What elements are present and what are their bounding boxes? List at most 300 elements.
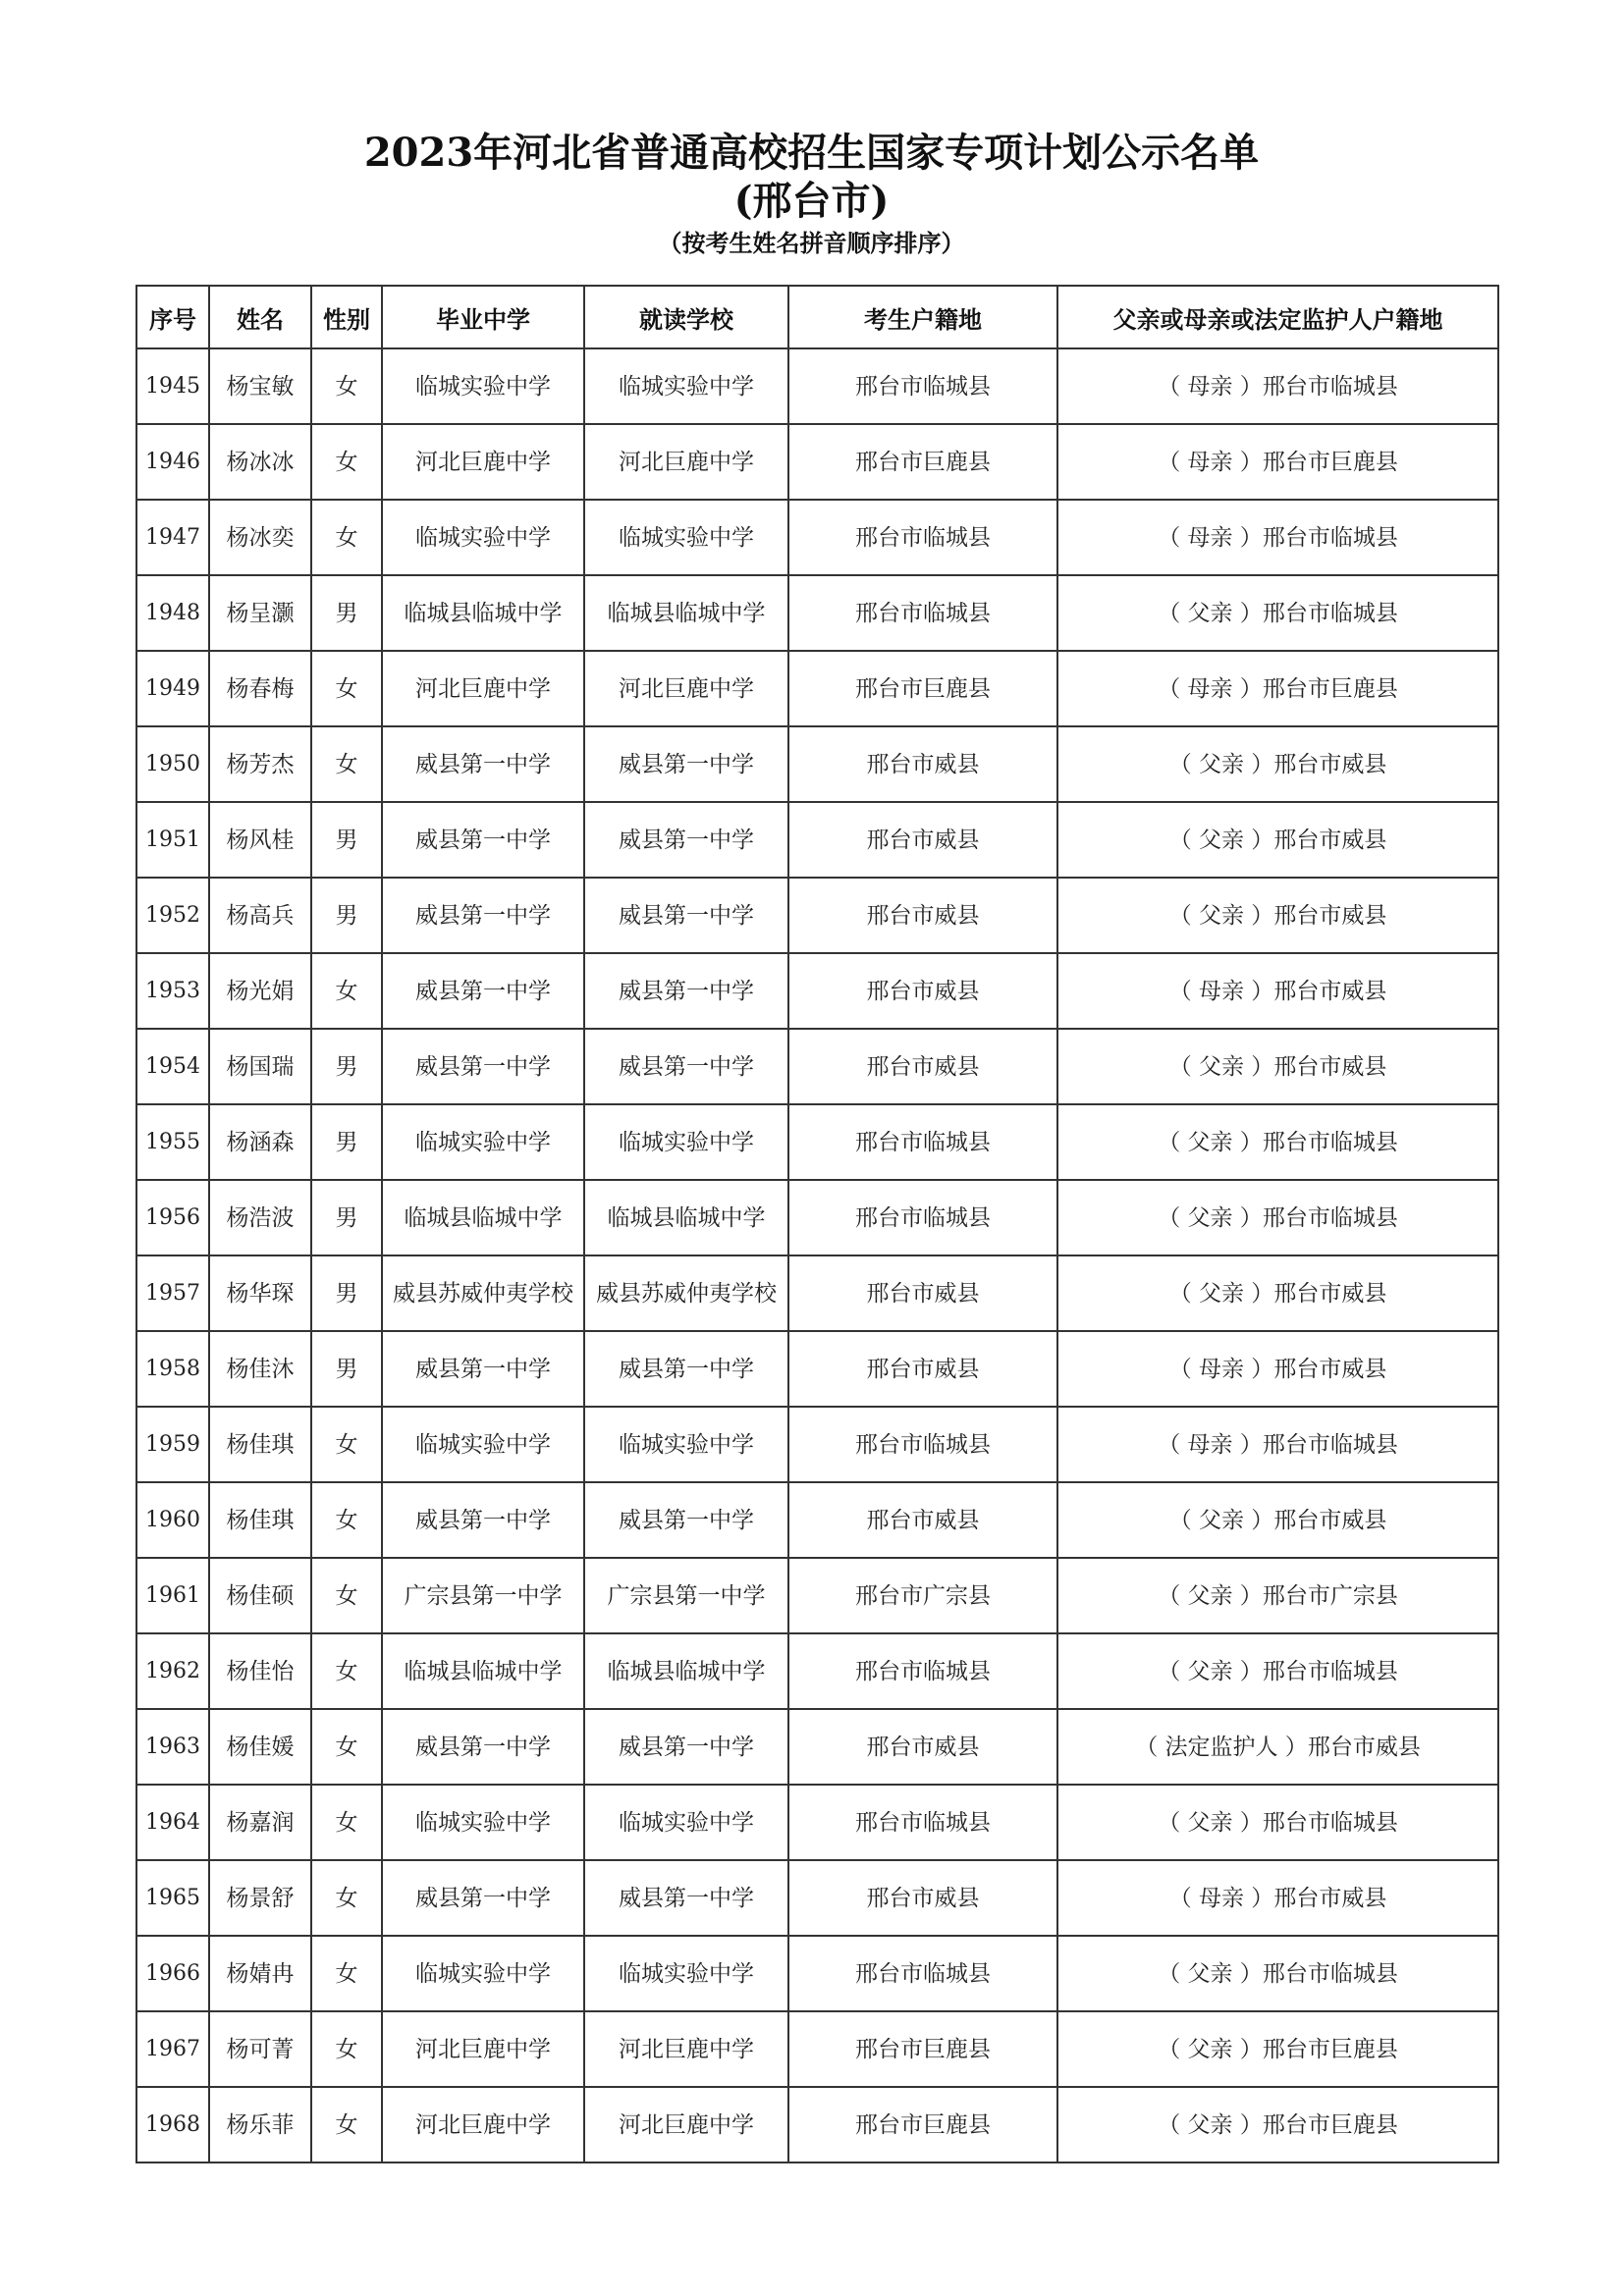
cell-seq: 1956 — [136, 1180, 209, 1255]
guardian-paren-close: ） — [1232, 1431, 1263, 1458]
cell-hukou: 邢台市临城县 — [788, 1407, 1057, 1482]
guardian-relation: 父亲 — [1199, 751, 1244, 777]
cell-gender: 女 — [311, 1936, 382, 2011]
cell-hukou: 邢台市威县 — [788, 1029, 1057, 1104]
cell-seq: 1963 — [136, 1709, 209, 1785]
table-row — [136, 2087, 1498, 2163]
document-title: 2023年河北省普通高校招生国家专项计划公示名单 — [363, 130, 1260, 176]
cell-gender: 女 — [311, 2087, 382, 2163]
cell-name: 杨乐菲 — [209, 2087, 311, 2163]
guardian-place: 邢台市巨鹿县 — [1262, 675, 1398, 702]
cell-seq: 1950 — [136, 726, 209, 802]
cell-grad-school: 河北巨鹿中学 — [382, 2011, 584, 2087]
cell-seq: 1946 — [136, 424, 209, 500]
cell-name: 杨佳沐 — [209, 1331, 311, 1407]
cell-guardian-hukou — [1057, 2011, 1498, 2087]
cell-gender: 男 — [311, 1029, 382, 1104]
guardian-place: 邢台市临城县 — [1262, 600, 1398, 626]
cell-gender: 男 — [311, 802, 382, 878]
guardian-paren-open: （ — [1158, 524, 1188, 551]
cell-guardian-hukou — [1057, 1936, 1498, 2011]
guardian-relation: 父亲 — [1187, 1809, 1233, 1836]
cell-guardian-hukou — [1057, 726, 1498, 802]
cell-name: 杨佳琪 — [209, 1407, 311, 1482]
cell-current-school: 威县第一中学 — [584, 953, 788, 1029]
cell-gender: 男 — [311, 878, 382, 953]
cell-current-school: 威县第一中学 — [584, 1860, 788, 1936]
cell-guardian-hukou — [1057, 1255, 1498, 1331]
guardian-place: 邢台市临城县 — [1262, 1809, 1398, 1836]
table-row — [136, 651, 1498, 726]
cell-grad-school: 威县第一中学 — [382, 802, 584, 878]
cell-seq: 1966 — [136, 1936, 209, 2011]
cell-guardian-hukou — [1057, 1785, 1498, 1860]
cell-guardian-hukou — [1057, 1860, 1498, 1936]
cell-hukou: 邢台市临城县 — [788, 1785, 1057, 1860]
guardian-place: 邢台市巨鹿县 — [1262, 2036, 1398, 2062]
guardian-paren-close: ） — [1232, 1960, 1263, 1987]
cell-gender: 女 — [311, 1633, 382, 1709]
table-row — [136, 1860, 1498, 1936]
table-row — [136, 1558, 1498, 1633]
guardian-paren-open: （ — [1158, 600, 1188, 626]
guardian-paren-close: ） — [1232, 2036, 1263, 2062]
guardian-place: 邢台市临城县 — [1262, 373, 1398, 400]
cell-grad-school: 临城实验中学 — [382, 500, 584, 575]
cell-grad-school: 河北巨鹿中学 — [382, 424, 584, 500]
cell-current-school: 威县第一中学 — [584, 878, 788, 953]
guardian-paren-open: （ — [1135, 1734, 1165, 1760]
cell-gender: 女 — [311, 726, 382, 802]
table-row — [136, 1331, 1498, 1407]
cell-guardian-hukou — [1057, 1331, 1498, 1407]
table-row — [136, 1785, 1498, 1860]
cell-seq: 1958 — [136, 1331, 209, 1407]
cell-grad-school: 威县第一中学 — [382, 1331, 584, 1407]
cell-name: 杨佳媛 — [209, 1709, 311, 1785]
guardian-paren-close: ） — [1244, 978, 1274, 1004]
cell-seq: 1949 — [136, 651, 209, 726]
cell-grad-school: 威县第一中学 — [382, 1029, 584, 1104]
cell-name: 杨国瑞 — [209, 1029, 311, 1104]
guardian-place: 邢台市临城县 — [1262, 1658, 1398, 1684]
cell-gender: 男 — [311, 1104, 382, 1180]
table-row — [136, 1709, 1498, 1785]
cell-current-school: 河北巨鹿中学 — [584, 651, 788, 726]
guardian-place: 邢台市临城县 — [1262, 1431, 1398, 1458]
table-row — [136, 1104, 1498, 1180]
cell-grad-school: 临城实验中学 — [382, 1785, 584, 1860]
guardian-paren-open: （ — [1168, 827, 1199, 853]
cell-current-school: 临城实验中学 — [584, 1936, 788, 2011]
cell-name: 杨光娟 — [209, 953, 311, 1029]
guardian-paren-close: ） — [1244, 1507, 1274, 1533]
cell-name: 杨春梅 — [209, 651, 311, 726]
cell-gender: 男 — [311, 575, 382, 651]
cell-seq: 1964 — [136, 1785, 209, 1860]
cell-gender: 女 — [311, 953, 382, 1029]
cell-current-school: 威县第一中学 — [584, 1331, 788, 1407]
guardian-relation: 父亲 — [1199, 827, 1244, 853]
guardian-relation: 父亲 — [1199, 1507, 1244, 1533]
cell-current-school: 临城实验中学 — [584, 348, 788, 424]
guardian-paren-open: （ — [1158, 1204, 1188, 1231]
header-gender: 性别 — [311, 286, 382, 348]
cell-hukou: 邢台市威县 — [788, 802, 1057, 878]
cell-grad-school: 威县第一中学 — [382, 953, 584, 1029]
cell-guardian-hukou — [1057, 424, 1498, 500]
guardian-paren-close: ） — [1232, 1204, 1263, 1231]
cell-current-school: 临城实验中学 — [584, 1407, 788, 1482]
guardian-place: 邢台市威县 — [1273, 1053, 1387, 1080]
cell-grad-school: 临城实验中学 — [382, 1104, 584, 1180]
guardian-paren-open: （ — [1158, 1431, 1188, 1458]
cell-current-school: 威县第一中学 — [584, 1029, 788, 1104]
guardian-paren-open: （ — [1158, 2036, 1188, 2062]
guardian-relation: 母亲 — [1187, 373, 1233, 400]
cell-gender: 女 — [311, 1407, 382, 1482]
guardian-relation: 父亲 — [1199, 902, 1244, 929]
cell-gender: 女 — [311, 348, 382, 424]
document-city: (邢台市) — [733, 178, 890, 224]
guardian-paren-open: （ — [1158, 1129, 1188, 1155]
cell-gender: 女 — [311, 500, 382, 575]
cell-hukou: 邢台市巨鹿县 — [788, 651, 1057, 726]
cell-name: 杨冰冰 — [209, 424, 311, 500]
cell-current-school: 临城实验中学 — [584, 1785, 788, 1860]
guardian-paren-close: ） — [1232, 1658, 1263, 1684]
cell-gender: 女 — [311, 2011, 382, 2087]
cell-guardian-hukou — [1057, 1482, 1498, 1558]
guardian-paren-close: ） — [1232, 1129, 1263, 1155]
cell-hukou: 邢台市临城县 — [788, 1104, 1057, 1180]
cell-guardian-hukou — [1057, 1029, 1498, 1104]
cell-grad-school: 临城实验中学 — [382, 348, 584, 424]
cell-seq: 1960 — [136, 1482, 209, 1558]
table-row — [136, 1482, 1498, 1558]
guardian-relation: 母亲 — [1187, 675, 1233, 702]
cell-guardian-hukou — [1057, 500, 1498, 575]
guardian-paren-close: ） — [1232, 675, 1263, 702]
guardian-paren-close: ） — [1232, 1809, 1263, 1836]
cell-grad-school: 河北巨鹿中学 — [382, 2087, 584, 2163]
cell-seq: 1957 — [136, 1255, 209, 1331]
guardian-relation: 父亲 — [1199, 1053, 1244, 1080]
cell-seq: 1965 — [136, 1860, 209, 1936]
guardian-relation: 法定监护人 — [1164, 1734, 1278, 1760]
cell-grad-school: 临城实验中学 — [382, 1936, 584, 2011]
table-row — [136, 1936, 1498, 2011]
cell-current-school: 河北巨鹿中学 — [584, 2011, 788, 2087]
guardian-paren-open: （ — [1158, 2111, 1188, 2138]
guardian-place: 邢台市广宗县 — [1262, 1582, 1398, 1609]
cell-hukou: 邢台市临城县 — [788, 1936, 1057, 2011]
cell-current-school: 临城实验中学 — [584, 1104, 788, 1180]
cell-seq: 1947 — [136, 500, 209, 575]
header-seq: 序号 — [136, 286, 209, 348]
cell-name: 杨风桂 — [209, 802, 311, 878]
cell-seq: 1968 — [136, 2087, 209, 2163]
guardian-relation: 父亲 — [1187, 2111, 1233, 2138]
guardian-paren-open: （ — [1168, 978, 1199, 1004]
cell-hukou: 邢台市临城县 — [788, 1633, 1057, 1709]
cell-guardian-hukou — [1057, 2087, 1498, 2163]
cell-grad-school: 广宗县第一中学 — [382, 1558, 584, 1633]
table-row — [136, 1029, 1498, 1104]
cell-seq: 1945 — [136, 348, 209, 424]
table-header-row — [136, 286, 1498, 348]
guardian-paren-close: ） — [1232, 524, 1263, 551]
table-row — [136, 1407, 1498, 1482]
guardian-paren-open: （ — [1168, 1885, 1199, 1911]
guardian-place: 邢台市巨鹿县 — [1262, 449, 1398, 475]
guardian-relation: 父亲 — [1199, 1280, 1244, 1307]
guardian-relation: 母亲 — [1199, 1356, 1244, 1382]
guardian-relation: 父亲 — [1187, 1129, 1233, 1155]
guardian-place: 邢台市临城县 — [1262, 1129, 1398, 1155]
guardian-paren-open: （ — [1168, 751, 1199, 777]
cell-name: 杨涵森 — [209, 1104, 311, 1180]
guardian-paren-open: （ — [1168, 1507, 1199, 1533]
cell-seq: 1953 — [136, 953, 209, 1029]
cell-guardian-hukou — [1057, 1407, 1498, 1482]
cell-current-school: 威县第一中学 — [584, 1709, 788, 1785]
cell-name: 杨浩波 — [209, 1180, 311, 1255]
cell-current-school: 河北巨鹿中学 — [584, 2087, 788, 2163]
cell-hukou: 邢台市威县 — [788, 878, 1057, 953]
cell-hukou: 邢台市威县 — [788, 1331, 1057, 1407]
cell-grad-school: 河北巨鹿中学 — [382, 651, 584, 726]
cell-hukou: 邢台市威县 — [788, 1255, 1057, 1331]
guardian-relation: 父亲 — [1187, 1658, 1233, 1684]
guardian-place: 邢台市临城县 — [1262, 524, 1398, 551]
cell-current-school: 威县第一中学 — [584, 726, 788, 802]
cell-gender: 男 — [311, 1331, 382, 1407]
cell-guardian-hukou — [1057, 1709, 1498, 1785]
cell-name: 杨宝敏 — [209, 348, 311, 424]
guardian-paren-open: （ — [1168, 1356, 1199, 1382]
cell-name: 杨可菁 — [209, 2011, 311, 2087]
guardian-place: 邢台市威县 — [1273, 1885, 1387, 1911]
cell-hukou: 邢台市临城县 — [788, 1180, 1057, 1255]
guardian-paren-open: （ — [1158, 1658, 1188, 1684]
cell-hukou: 邢台市巨鹿县 — [788, 2087, 1057, 2163]
guardian-paren-open: （ — [1158, 449, 1188, 475]
cell-name: 杨佳硕 — [209, 1558, 311, 1633]
guardian-paren-open: （ — [1168, 902, 1199, 929]
cell-seq: 1962 — [136, 1633, 209, 1709]
guardian-paren-close: ） — [1244, 751, 1274, 777]
cell-gender: 女 — [311, 1785, 382, 1860]
cell-seq: 1952 — [136, 878, 209, 953]
cell-name: 杨佳琪 — [209, 1482, 311, 1558]
cell-gender: 女 — [311, 1558, 382, 1633]
guardian-place: 邢台市威县 — [1273, 827, 1387, 853]
cell-current-school: 广宗县第一中学 — [584, 1558, 788, 1633]
cell-current-school: 临城实验中学 — [584, 500, 788, 575]
cell-guardian-hukou — [1057, 802, 1498, 878]
cell-hukou: 邢台市临城县 — [788, 575, 1057, 651]
cell-grad-school: 临城县临城中学 — [382, 1633, 584, 1709]
guardian-paren-close: ） — [1244, 902, 1274, 929]
guardian-paren-close: ） — [1232, 373, 1263, 400]
cell-seq: 1955 — [136, 1104, 209, 1180]
cell-grad-school: 威县第一中学 — [382, 1482, 584, 1558]
guardian-relation: 父亲 — [1187, 1204, 1233, 1231]
cell-gender: 男 — [311, 1255, 382, 1331]
guardian-relation: 父亲 — [1187, 1960, 1233, 1987]
table-row — [136, 953, 1498, 1029]
cell-current-school: 威县第一中学 — [584, 1482, 788, 1558]
cell-seq: 1954 — [136, 1029, 209, 1104]
cell-grad-school: 威县第一中学 — [382, 1860, 584, 1936]
guardian-paren-close: ） — [1244, 1053, 1274, 1080]
table-row — [136, 1633, 1498, 1709]
cell-grad-school: 临城县临城中学 — [382, 575, 584, 651]
cell-guardian-hukou — [1057, 651, 1498, 726]
guardian-place: 邢台市威县 — [1273, 1356, 1387, 1382]
cell-guardian-hukou — [1057, 1633, 1498, 1709]
cell-hukou: 邢台市广宗县 — [788, 1558, 1057, 1633]
cell-name: 杨冰奕 — [209, 500, 311, 575]
header-current-school: 就读学校 — [584, 286, 788, 348]
guardian-paren-open: （ — [1158, 1960, 1188, 1987]
guardian-paren-open: （ — [1158, 675, 1188, 702]
guardian-paren-close: ） — [1232, 600, 1263, 626]
cell-seq: 1967 — [136, 2011, 209, 2087]
table-row — [136, 2011, 1498, 2087]
guardian-relation: 母亲 — [1187, 1431, 1233, 1458]
table-row — [136, 726, 1498, 802]
guardian-place: 邢台市临城县 — [1262, 1960, 1398, 1987]
header-hukou: 考生户籍地 — [788, 286, 1057, 348]
guardian-relation: 母亲 — [1187, 449, 1233, 475]
table-row — [136, 1180, 1498, 1255]
guardian-relation: 父亲 — [1187, 1582, 1233, 1609]
table-row — [136, 500, 1498, 575]
cell-current-school: 临城县临城中学 — [584, 575, 788, 651]
cell-current-school: 威县第一中学 — [584, 802, 788, 878]
guardian-place: 邢台市临城县 — [1262, 1204, 1398, 1231]
guardian-place: 邢台市威县 — [1273, 1280, 1387, 1307]
cell-name: 杨婧冉 — [209, 1936, 311, 2011]
cell-seq: 1959 — [136, 1407, 209, 1482]
cell-name: 杨高兵 — [209, 878, 311, 953]
cell-gender: 女 — [311, 424, 382, 500]
cell-gender: 女 — [311, 1860, 382, 1936]
guardian-relation: 母亲 — [1199, 1885, 1244, 1911]
cell-current-school: 临城县临城中学 — [584, 1180, 788, 1255]
roster-table — [135, 285, 1499, 2163]
guardian-paren-close: ） — [1232, 2111, 1263, 2138]
guardian-paren-open: （ — [1158, 1582, 1188, 1609]
guardian-paren-open: （ — [1168, 1053, 1199, 1080]
cell-current-school: 河北巨鹿中学 — [584, 424, 788, 500]
guardian-place: 邢台市威县 — [1273, 1507, 1387, 1533]
cell-guardian-hukou — [1057, 953, 1498, 1029]
guardian-paren-open: （ — [1158, 373, 1188, 400]
cell-current-school: 临城县临城中学 — [584, 1633, 788, 1709]
cell-hukou: 邢台市巨鹿县 — [788, 2011, 1057, 2087]
cell-hukou: 邢台市威县 — [788, 1709, 1057, 1785]
cell-name: 杨佳怡 — [209, 1633, 311, 1709]
guardian-paren-open: （ — [1168, 1280, 1199, 1307]
cell-grad-school: 威县第一中学 — [382, 1709, 584, 1785]
table-row — [136, 802, 1498, 878]
cell-hukou: 邢台市临城县 — [788, 500, 1057, 575]
cell-name: 杨呈灏 — [209, 575, 311, 651]
cell-guardian-hukou — [1057, 575, 1498, 651]
guardian-relation: 母亲 — [1187, 524, 1233, 551]
cell-seq: 1951 — [136, 802, 209, 878]
guardian-relation: 父亲 — [1187, 2036, 1233, 2062]
cell-gender: 女 — [311, 1482, 382, 1558]
cell-name: 杨芳杰 — [209, 726, 311, 802]
cell-grad-school: 临城县临城中学 — [382, 1180, 584, 1255]
guardian-paren-close: ） — [1244, 1280, 1274, 1307]
guardian-paren-close: ） — [1244, 827, 1274, 853]
cell-guardian-hukou — [1057, 1104, 1498, 1180]
cell-hukou: 邢台市巨鹿县 — [788, 424, 1057, 500]
cell-grad-school: 威县第一中学 — [382, 878, 584, 953]
guardian-paren-open: （ — [1158, 1809, 1188, 1836]
guardian-paren-close: ） — [1244, 1885, 1274, 1911]
table-body — [136, 348, 1498, 2163]
cell-grad-school: 威县苏威仲夷学校 — [382, 1255, 584, 1331]
cell-hukou: 邢台市威县 — [788, 1482, 1057, 1558]
cell-hukou: 邢台市威县 — [788, 726, 1057, 802]
table-row — [136, 878, 1498, 953]
guardian-place: 邢台市巨鹿县 — [1262, 2111, 1398, 2138]
cell-name: 杨华琛 — [209, 1255, 311, 1331]
guardian-relation: 父亲 — [1187, 600, 1233, 626]
cell-guardian-hukou — [1057, 1558, 1498, 1633]
cell-seq: 1961 — [136, 1558, 209, 1633]
header-name: 姓名 — [209, 286, 311, 348]
cell-hukou: 邢台市威县 — [788, 953, 1057, 1029]
cell-gender: 男 — [311, 1180, 382, 1255]
cell-guardian-hukou — [1057, 1180, 1498, 1255]
sort-note: （按考生姓名拼音顺序排序） — [658, 230, 965, 257]
guardian-paren-close: ） — [1232, 1582, 1263, 1609]
cell-guardian-hukou — [1057, 348, 1498, 424]
guardian-place: 邢台市威县 — [1273, 902, 1387, 929]
cell-hukou: 邢台市威县 — [788, 1860, 1057, 1936]
guardian-place: 邢台市威县 — [1273, 978, 1387, 1004]
guardian-place: 邢台市威县 — [1307, 1734, 1421, 1760]
table-row — [136, 1255, 1498, 1331]
cell-name: 杨嘉润 — [209, 1785, 311, 1860]
guardian-relation: 母亲 — [1199, 978, 1244, 1004]
cell-gender: 女 — [311, 651, 382, 726]
cell-hukou: 邢台市临城县 — [788, 348, 1057, 424]
cell-grad-school: 临城实验中学 — [382, 1407, 584, 1482]
cell-gender: 女 — [311, 1709, 382, 1785]
guardian-paren-close: ） — [1277, 1734, 1308, 1760]
header-grad-school: 毕业中学 — [382, 286, 584, 348]
cell-guardian-hukou — [1057, 878, 1498, 953]
cell-current-school: 威县苏威仲夷学校 — [584, 1255, 788, 1331]
guardian-paren-close: ） — [1244, 1356, 1274, 1382]
cell-grad-school: 威县第一中学 — [382, 726, 584, 802]
cell-seq: 1948 — [136, 575, 209, 651]
guardian-place: 邢台市威县 — [1273, 751, 1387, 777]
table-row — [136, 424, 1498, 500]
cell-name: 杨景舒 — [209, 1860, 311, 1936]
table-row — [136, 348, 1498, 424]
guardian-paren-close: ） — [1232, 449, 1263, 475]
table-row — [136, 575, 1498, 651]
